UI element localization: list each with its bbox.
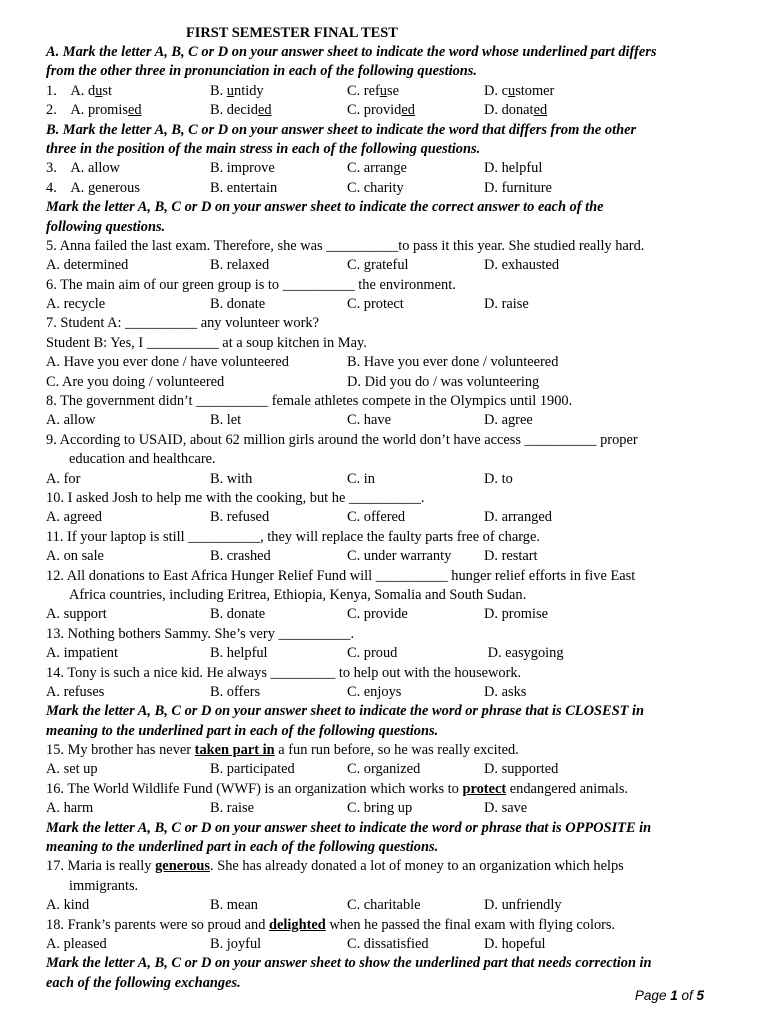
answer-option [484,101,547,120]
section-instruction: meaning to the underlined part in each of the following questions. [46,839,439,856]
answer-options-row [46,605,726,624]
underlined-phrase: delighted [269,916,326,933]
answer-option [210,295,265,314]
question-text-part: 17. Maria is really [46,858,156,875]
option-text: B. relaxed [210,257,270,274]
answer-options-row [46,179,726,198]
option-text: C. organized [347,761,421,778]
option-text: A. set up [46,761,98,778]
option-text: C. provide [347,606,408,623]
answer-option [46,256,128,275]
option-text: A. agreed [46,509,102,526]
underlined-letters: ed [401,102,415,119]
option-text: D. hopeful [484,935,546,952]
answer-option [210,644,268,663]
question-list [46,43,726,993]
option-text: C. charitable [347,897,421,914]
section-instruction: each of the following exchanges. [46,974,241,991]
section-instruction: Mark the letter A, B, C or D on your answer sheet to indicate the correct answer to each of the [46,199,604,216]
question-text [46,237,726,256]
answer-option [46,101,142,120]
answer-option [347,547,451,566]
answer-option [484,82,554,101]
question-text-part: . She has already donated a lot of money to an organization which helps [210,858,624,875]
underlined-letters: ed [533,102,548,119]
answer-options-row [46,295,726,314]
answer-option [46,935,107,954]
section-instruction: following questions. [46,218,166,235]
section-instruction: Mark the letter A, B, C or D on your answer sheet to show the underlined part that needs correction in [46,955,652,972]
answer-option [46,411,96,430]
answer-options-row [46,508,726,527]
answer-option [210,508,269,527]
answer-option [484,295,529,314]
option-text: stomer [515,82,555,99]
answer-options-row [46,353,726,372]
answer-options-row [46,935,726,954]
question-text-part: 12. All donations to East Africa Hunger Relief Fund will __________ hunger relief efforts in five East [46,567,636,584]
answer-option [347,256,409,275]
option-text: D. promise [484,606,548,623]
answer-option [484,179,552,198]
option-text: B. crashed [210,548,271,565]
underlined-phrase: protect [462,780,507,797]
option-text: C. arrange [347,160,407,177]
answer-option [347,470,375,489]
current-page: 1 [670,988,678,1003]
answer-option [484,470,513,489]
question-text [46,334,726,353]
question-text-part: 9. According to USAID, about 62 million girls around the world don’t have access __________ proper [46,431,638,448]
option-text: A. pleased [46,935,107,952]
answer-option [484,547,538,566]
option-text: D. save [484,800,528,817]
option-text: B. entertain [210,179,278,196]
option-text: A. determined [46,257,129,274]
total-pages: 5 [696,988,704,1003]
question-text-part: 15. My brother has never [46,742,195,759]
question-text-part: 10. I asked Josh to help me with the cooking, but he __________. [46,489,425,506]
question-text [46,877,726,896]
option-text: D. c [484,82,508,99]
page-number [635,988,704,1003]
option-text: B. helpful [210,645,268,662]
answer-options-row [46,547,726,566]
option-text: D. helpful [484,160,543,177]
section-instruction: three in the position of the main stress in each of the following questions. [46,140,481,157]
answer-option [210,760,295,779]
option-text: A. for [46,470,81,487]
answer-option [347,896,421,915]
answer-options-row [46,760,726,779]
answer-option [484,644,564,663]
underlined-letters: u [226,82,234,99]
option-text: D. restart [484,548,538,565]
question-text-part: Student B: Yes, I __________ at a soup kitchen in May. [46,334,367,351]
option-text: C. Are you doing / volunteered [46,373,225,390]
option-text: B. donate [210,296,266,313]
option-text: A. on sale [46,548,104,565]
question-text-part: 6. The main aim of our green group is to __________ the environment. [46,276,456,293]
option-text: se [386,82,399,99]
question-text-part: 11. If your laptop is still __________, they will replace the faulty parts free of charge. [46,528,540,545]
question-text [46,780,726,799]
question-text-part: immigrants. [69,877,139,894]
question-text-part: 14. Tony is such a nice kid. He always _________ to help out with the housework. [46,664,522,681]
question-text-part: 7. Student A: __________ any volunteer work? [46,315,319,332]
section-instruction: from the other three in pronunciation in each of the following questions. [46,63,477,80]
option-text: D. agree [484,412,533,429]
answer-options-row [46,644,726,663]
option-text: D. donat [484,102,534,119]
question-text [46,586,726,605]
option-text: C. provid [347,102,402,119]
question-text [46,431,726,450]
option-text: C. have [347,412,391,429]
option-text: B. [210,82,227,99]
answer-option [347,508,405,527]
option-text: D. easygoing [484,645,564,662]
answer-option [46,760,98,779]
option-text: C. offered [347,509,406,526]
option-text: A. allow [46,412,96,429]
option-text: D. asks [484,683,527,700]
question-text [46,489,726,508]
answer-option [46,799,93,818]
option-text: B. let [210,412,242,429]
answer-option [347,179,404,198]
section-instruction: A. Mark the letter A, B, C or D on your answer sheet to indicate the word whose underlined part differs [46,44,657,60]
question-text-part: Africa countries, including Eritrea, Ethiopia, Kenya, Somalia and South Sudan. [69,586,527,603]
option-text: D. raise [484,296,529,313]
question-text [46,528,726,547]
option-text: D. furniture [484,179,552,196]
answer-option [46,683,104,702]
answer-option [46,896,89,915]
answer-option [347,760,420,779]
option-text: B. offers [210,683,261,700]
answer-option [210,683,260,702]
option-text: C. enjoys [347,683,402,700]
option-text: C. in [347,470,375,487]
question-text [46,276,726,295]
answer-option [210,159,275,178]
answer-option [46,295,105,314]
answer-option [46,82,112,101]
answer-option [347,101,415,120]
answer-option [210,470,252,489]
option-text: C. grateful [347,257,409,274]
question-text [46,567,726,586]
question-text-part: 16. The World Wildlife Fund (WWF) is an organization which works to [46,780,463,797]
option-text: D. to [484,470,513,487]
option-text: 3. A. allow [46,160,120,177]
question-text [46,450,726,469]
answer-options-row [46,82,726,101]
question-text-part: endangered animals. [506,780,629,797]
document-body [46,24,726,993]
answer-option [210,179,277,198]
answer-option [484,159,542,178]
option-text: D. supported [484,761,559,778]
answer-option [484,683,526,702]
answer-option [210,411,241,430]
answer-option [347,373,539,392]
answer-option [347,935,429,954]
question-text [46,625,726,644]
answer-option [46,373,224,392]
question-text-part: education and healthcare. [69,451,216,468]
answer-option [210,799,254,818]
option-text: D. unfriendly [484,897,562,914]
section-instruction: meaning to the underlined part in each of the following questions. [46,722,439,739]
answer-options-row [46,101,726,120]
answer-options-row [46,411,726,430]
option-text: st [102,82,112,99]
answer-option [210,896,258,915]
answer-option [46,159,120,178]
option-text: ntidy [234,82,264,99]
question-text [46,664,726,683]
answer-option [347,159,407,178]
option-text: C. dissatisfied [347,935,429,952]
underlined-phrase: generous [155,858,211,875]
underlined-phrase: taken part in [194,742,275,759]
option-text: A. harm [46,800,94,817]
answer-option [347,411,391,430]
underlined-letters: u [379,82,387,99]
answer-option [484,896,562,915]
option-text: D. Did you do / was volunteering [347,373,540,390]
option-text: A. recycle [46,296,106,313]
option-text: C. bring up [347,800,413,817]
answer-option [484,760,558,779]
answer-options-row [46,470,726,489]
option-text: B. Have you ever done / volunteered [347,354,559,371]
answer-option [484,935,546,954]
question-text [46,392,726,411]
page-title: FIRST SEMESTER FINAL TEST [186,25,398,41]
question-text-part: 5. Anna failed the last exam. Therefore, she was __________to pass it this year. She studied really hard. [46,237,645,254]
option-text: C. under warranty [347,548,452,565]
option-text: B. improve [210,160,275,177]
question-text [46,857,726,876]
answer-options-row [46,159,726,178]
answer-option [210,101,272,120]
answer-options-row [46,896,726,915]
question-text-part: when he passed the final exam with flying colors. [325,916,616,933]
answer-option [347,644,397,663]
of-label: of [677,988,697,1003]
answer-option [347,295,404,314]
option-text: C. charity [347,179,404,196]
answer-options-row [46,799,726,818]
underlined-letters: ed [257,102,272,119]
answer-option [210,256,269,275]
answer-option [46,353,289,372]
answer-option [210,935,261,954]
section-instruction: Mark the letter A, B, C or D on your answer sheet to indicate the word or phrase that is OPPOSITE in [46,819,652,836]
option-text: B. with [210,470,253,487]
answer-option [484,411,533,430]
answer-option [46,547,104,566]
option-text: B. joyful [210,935,262,952]
option-text: B. raise [210,800,254,817]
answer-option [46,644,118,663]
answer-option [46,470,80,489]
section-instruction: Mark the letter A, B, C or D on your answer sheet to indicate the word or phrase that is CLOSEST in [46,703,644,720]
answer-option [347,605,408,624]
answer-option [347,82,399,101]
option-text: B. donate [210,606,266,623]
answer-option [210,605,265,624]
option-text: 1. A. d [46,82,96,99]
answer-option [210,82,264,101]
answer-option [347,683,401,702]
answer-option [210,547,271,566]
answer-option [46,508,102,527]
answer-option [484,605,548,624]
answer-options-row [46,256,726,275]
answer-option [484,256,559,275]
answer-options-row [46,683,726,702]
option-text: A. impatient [46,645,118,662]
option-text: D. exhausted [484,257,560,274]
option-text: C. proud [347,645,398,662]
question-text [46,916,726,935]
underlined-letters: ed [127,102,142,119]
option-text: 4. A. generous [46,179,140,196]
question-text [46,314,726,333]
answer-options-row [46,373,726,392]
answer-option [484,508,552,527]
question-text-part: a fun run before, so he was really excited. [274,742,519,759]
underlined-letters: u [507,82,516,99]
option-text: C. ref [347,82,380,99]
option-text: B. decid [210,102,258,119]
question-text-part: 13. Nothing bothers Sammy. She’s very __________. [46,625,355,642]
section-instruction: B. Mark the letter A, B, C or D on your answer sheet to indicate the word that differs from the other [46,121,637,138]
question-text [46,741,726,760]
option-text: B. refused [210,509,270,526]
answer-option [347,799,412,818]
answer-option [347,353,558,372]
option-text: B. participated [210,761,295,778]
option-text: D. arranged [484,509,552,526]
page-label: Page [634,988,671,1003]
option-text: B. mean [210,897,258,914]
underlined-letters: u [95,82,103,99]
option-text: 2. A. promis [46,102,128,119]
option-text: A. kind [46,897,90,914]
question-text-part: 18. Frank’s parents were so proud and [46,916,270,933]
answer-option [46,179,140,198]
option-text: A. refuses [46,683,105,700]
option-text: C. protect [347,296,404,313]
option-text: A. support [46,606,107,623]
option-text: A. Have you ever done / have volunteered [46,354,289,371]
question-text-part: 8. The government didn’t __________ female athletes compete in the Olympics until 1900. [46,393,573,410]
answer-option [46,605,107,624]
answer-option [484,799,527,818]
